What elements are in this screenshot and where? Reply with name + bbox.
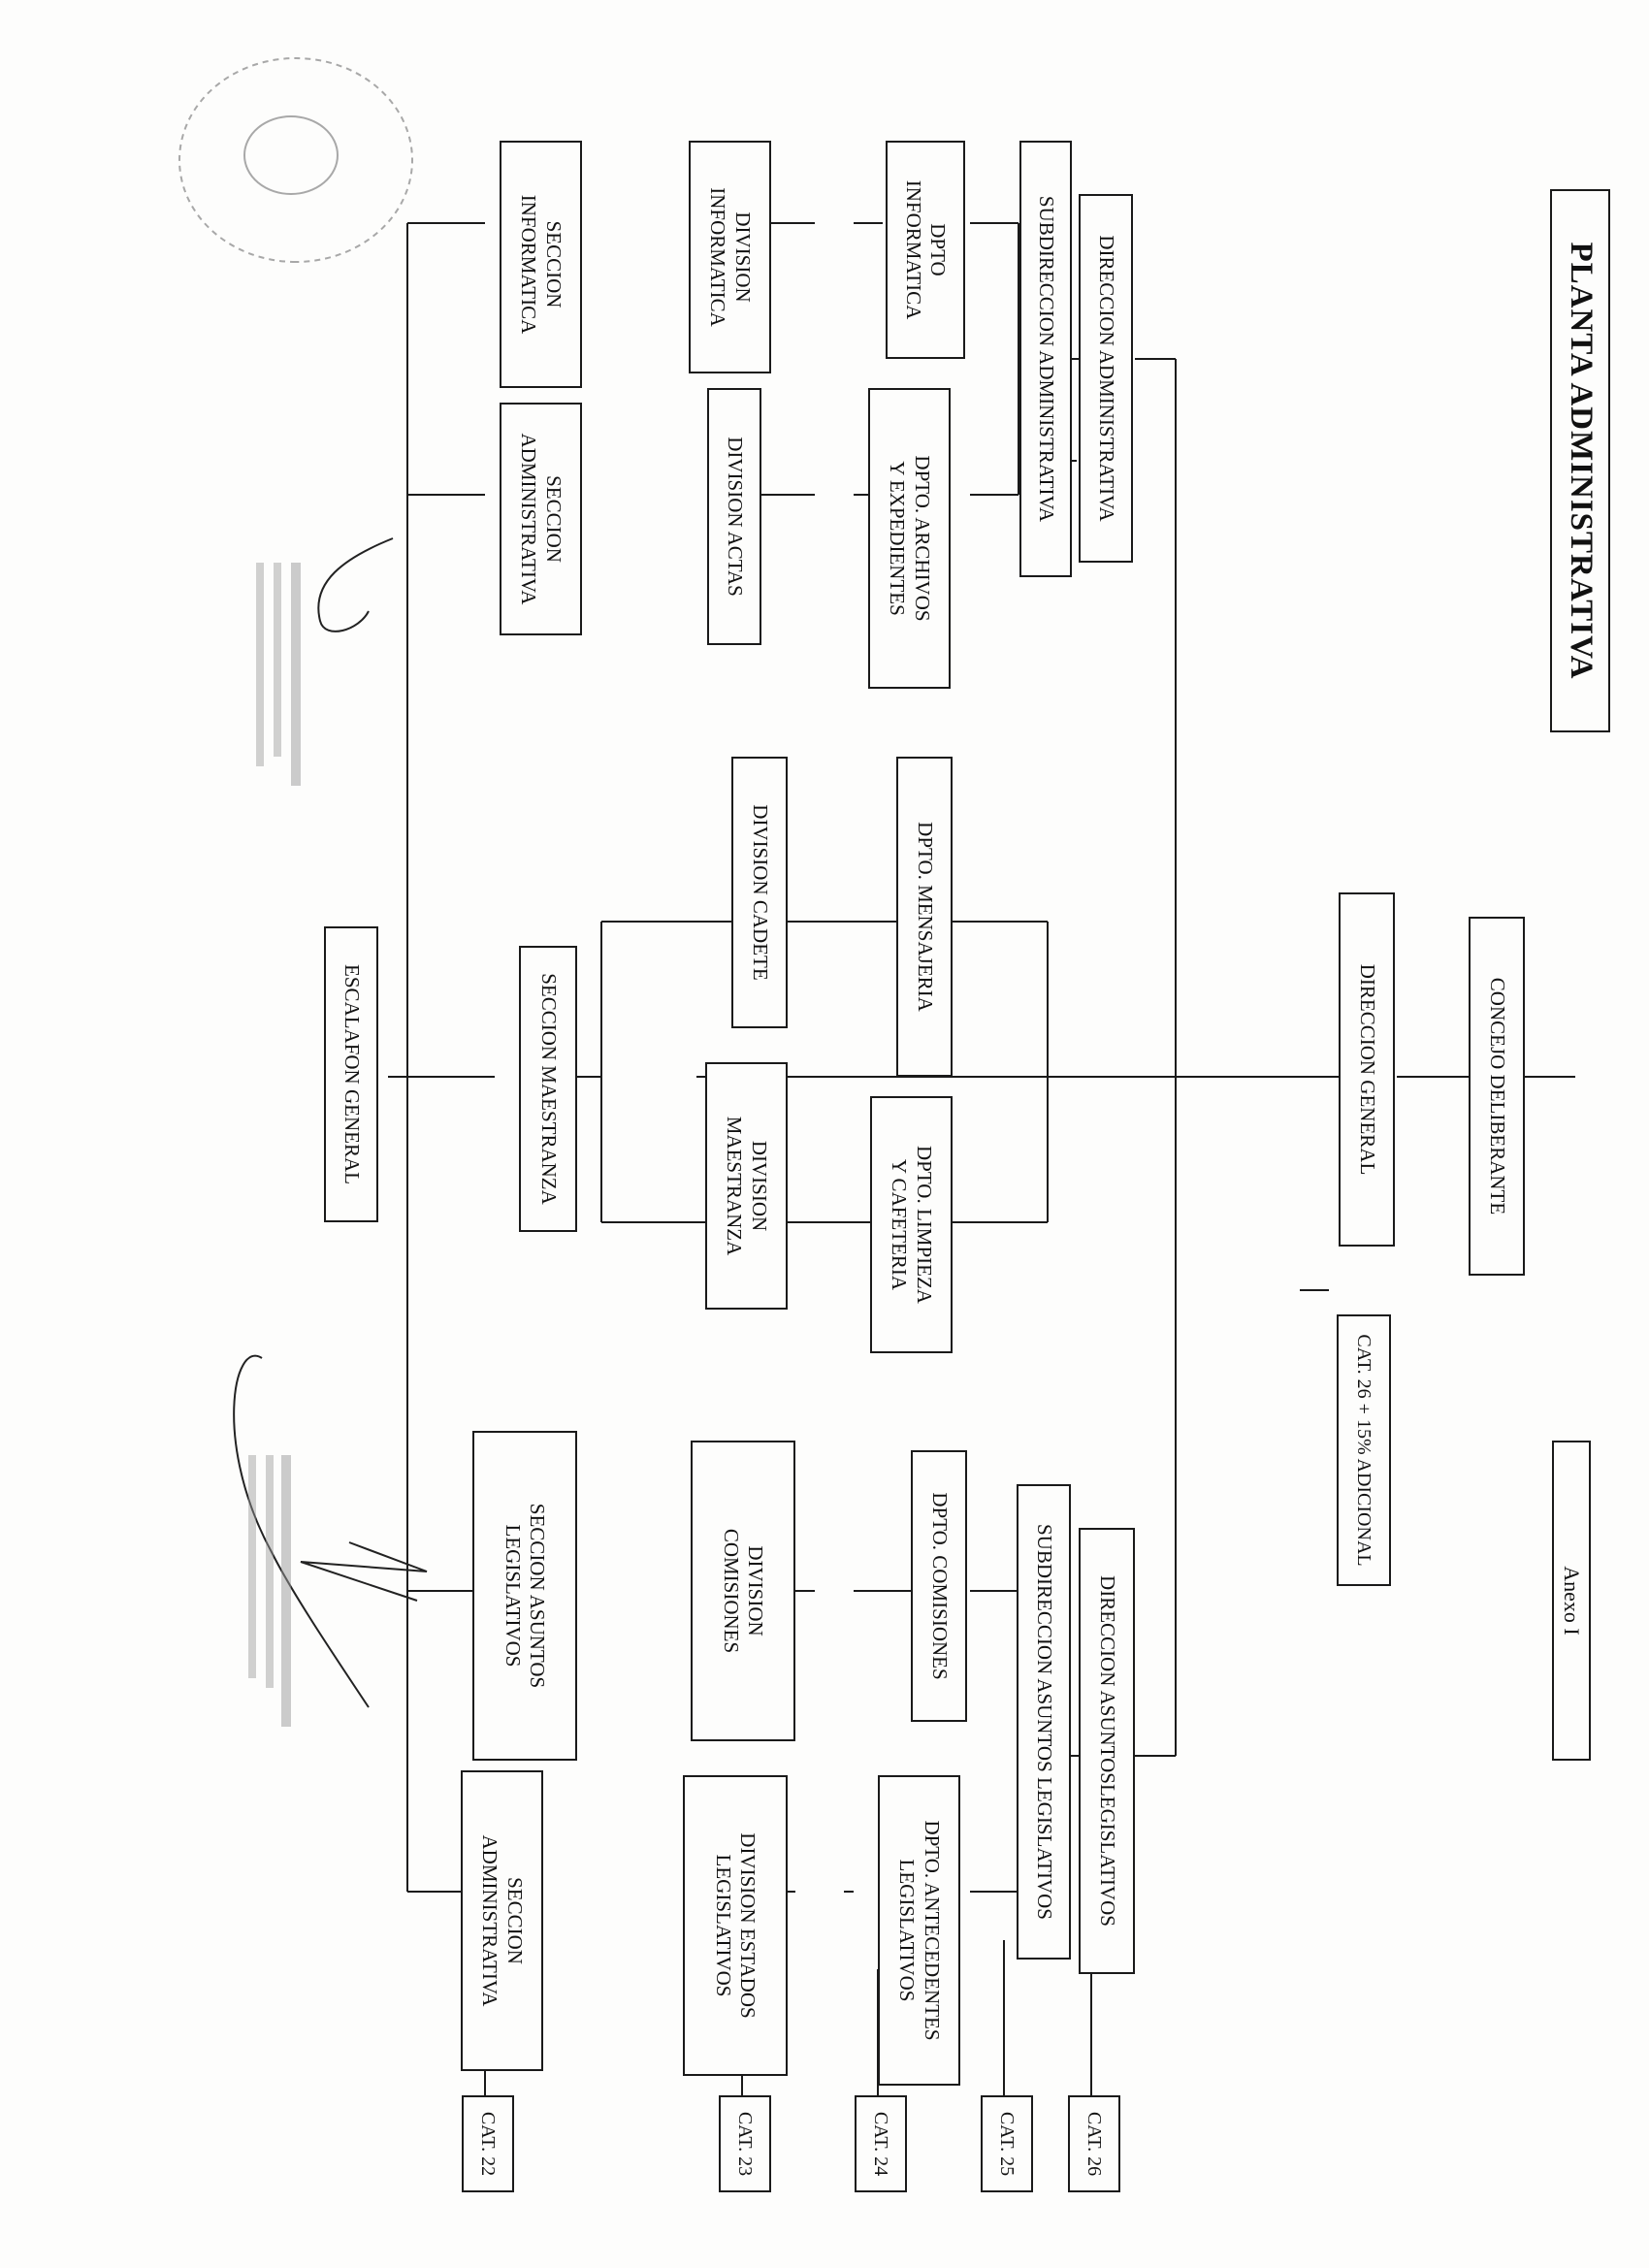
node-escalafon-general: ESCALAFON GENERAL — [324, 926, 378, 1222]
node-cat-general: CAT. 26 + 15% ADICIONAL — [1337, 1314, 1391, 1586]
node-dpto-limpieza: DPTO. LIMPIEZA Y CAFETERIA — [870, 1096, 953, 1353]
node-dpto-archivos: DPTO. ARCHIVOS Y EXPEDIENTES — [868, 388, 951, 689]
page-title: PLANTA ADMINISTRATIVA — [1550, 189, 1610, 732]
node-division-estados: DIVISION ESTADOS LEGISLATIVOS — [683, 1775, 788, 2076]
node-division-comisiones: DIVISION COMISIONES — [691, 1441, 795, 1741]
node-division-informatica: DIVISION INFORMATICA — [689, 141, 771, 373]
cat-22: CAT. 22 — [462, 2095, 514, 2192]
node-dpto-comisiones: DPTO. COMISIONES — [911, 1450, 967, 1722]
node-dpto-informatica: DPTO INFORMATICA — [886, 141, 965, 359]
node-seccion-asuntos: SECCION ASUNTOS LEGISLATIVOS — [472, 1431, 577, 1761]
node-direccion-general: DIRECCION GENERAL — [1339, 892, 1395, 1247]
annex-label: Anexo I — [1552, 1441, 1591, 1761]
cat-24: CAT. 24 — [855, 2095, 907, 2192]
node-dpto-antecedentes: DPTO. ANTECEDENTES LEGISLATIVOS — [878, 1775, 960, 2086]
cat-26: CAT. 26 — [1068, 2095, 1120, 2192]
node-seccion-informatica: SECCION INFORMATICA — [500, 141, 582, 388]
node-dpto-mensajeria: DPTO. MENSAJERIA — [896, 757, 953, 1077]
node-direccion-asuntos: DIRECCION ASUNTOSLEGISLATIVOS — [1079, 1528, 1135, 1974]
node-seccion-administrativa-2: SECCION ADMINISTRATIVA — [461, 1770, 543, 2071]
node-subdireccion-asuntos: SUBDIRECCION ASUNTOS LEGISLATIVOS — [1017, 1484, 1071, 1960]
node-concejo-deliberante: CONCEJO DELIBERANTE — [1469, 917, 1525, 1276]
node-subdireccion-administrativa: SUBDIRECCION ADMINISTRATIVA — [1019, 141, 1072, 577]
node-seccion-maestranza: SECCION MAESTRANZA — [519, 946, 577, 1232]
node-division-maestranza: DIVISION MAESTRANZA — [705, 1062, 788, 1310]
node-seccion-administrativa-1: SECCION ADMINISTRATIVA — [500, 403, 582, 635]
cat-25: CAT. 25 — [981, 2095, 1033, 2192]
node-division-actas: DIVISION ACTAS — [707, 388, 761, 645]
node-division-cadete: DIVISION CADETE — [731, 757, 788, 1028]
cat-23: CAT. 23 — [719, 2095, 771, 2192]
node-direccion-administrativa: DIRECCION ADMINISTRATIVA — [1079, 194, 1133, 563]
